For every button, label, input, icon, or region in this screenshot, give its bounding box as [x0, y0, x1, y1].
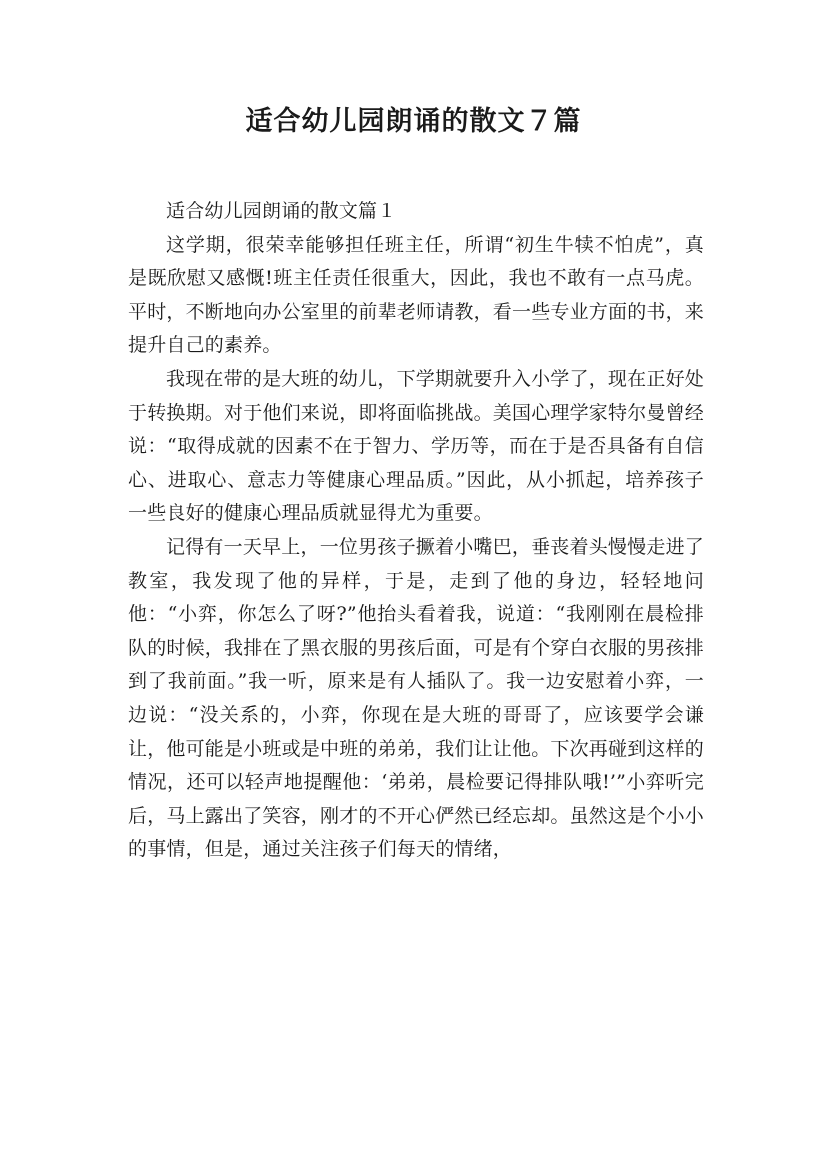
paragraph: 我现在带的是大班的幼儿，下学期就要升入小学了，现在正好处于转换期。对于他们来说，即将面临挑战。美国心理学家特尔曼曾经说：“取得成就的因素不在于智力、学历等，而在于是否具备有自信心、进取心、意志力等健康心理品质。”因此，从小抓起，培养孩子一些良好的健康心理品质就显得尤为重要。 — [128, 367, 705, 525]
document-title: 适合幼儿园朗诵的散文７篇 — [245, 106, 582, 137]
section-heading: 适合幼儿园朗诵的散文篇１ — [166, 200, 397, 222]
paragraph: 记得有一天早上，一位男孩子撅着小嘴巴，垂丧着头慢慢走进了教室，我发现了他的异样，于是，走到了他的身边，轻轻地问他：“小弈，你怎么了呀?”他抬头看着我，说道：“我刚刚在晨检排队的时候，我排在了黑衣服的男孩后面，可是有个穿白衣服的男孩排到了我前面。”我一听，原来是有人插队了。我一边安慰着小弈，一边说：“没关系的，小弈，你现在是大班的哥哥了，应该要学会谦让，他可能是小班或是中班的弟弟，我们让让他。下次再碰到这样的情况，还可以轻声地提醒他：‘弟弟，晨检要记得排队哦!’”小弈听完后，马上露出了笑容，刚才的不开心俨然已经忘却。虽然这是个小小的事情，但是，通过关注孩子们每天的情绪， — [128, 535, 705, 861]
paragraph: 这学期，很荣幸能够担任班主任，所谓“初生牛犊不怕虎”，真是既欣慰又感慨!班主任责任很重大，因此，我也不敢有一点马虎。平时，不断地向办公室里的前辈老师请教，看一些专业方面的书，来提升自己的素养。 — [128, 233, 705, 357]
document-body — [128, 195, 704, 867]
